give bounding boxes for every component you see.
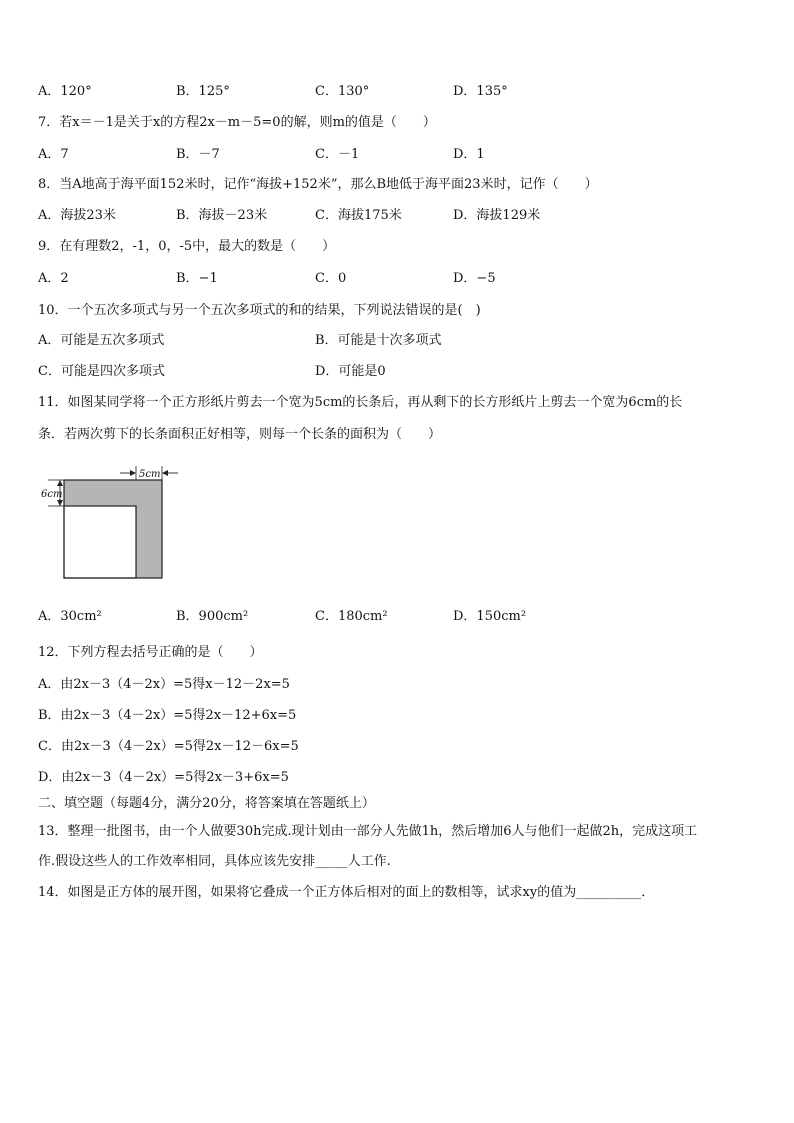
q8-option-b: B．海拔－23米 xyxy=(176,208,268,223)
q7-stem: 7．若x＝－1是关于x的方程2x－m－5=0的解，则m的值是（ ） xyxy=(38,115,436,130)
q9-option-d: D．−5 xyxy=(453,271,496,286)
q13-line2: 作.假设这些人的工作效率相同，具体应该先安排_____人工作. xyxy=(38,854,391,869)
q11-option-a: A．30cm² xyxy=(38,609,102,624)
q11-option-b: B．900cm² xyxy=(176,609,249,624)
q11-figure xyxy=(40,464,190,588)
q9-stem: 9．在有理数2，-1，0，-5中，最大的数是（ ） xyxy=(38,239,336,254)
q11-option-c: C．180cm² xyxy=(315,609,388,624)
q12-option-b: B．由2x－3（4－2x）=5得2x－12+6x=5 xyxy=(38,708,297,723)
q7-option-b: B．－7 xyxy=(176,147,220,162)
q7-option-d: D．1 xyxy=(453,147,485,162)
q12-option-d: D．由2x－3（4－2x）=5得2x－3+6x=5 xyxy=(38,770,289,785)
q12-option-c: C．由2x－3（4－2x）=5得2x－12－6x=5 xyxy=(38,739,299,754)
q11-option-d: D．150cm² xyxy=(453,609,527,624)
section-heading-fill-in: 二、填空题（每题4分，满分20分，将答案填在答题纸上） xyxy=(38,796,375,811)
q6-option-d: D．135° xyxy=(453,84,508,99)
q11-stem-line2: 条．若两次剪下的长条面积正好相等，则每一个长条的面积为（ ） xyxy=(38,427,442,442)
square-cut-diagram xyxy=(40,464,190,584)
q6-option-b: B．125° xyxy=(176,84,230,99)
dimension-label-left: 6cm xyxy=(41,489,63,500)
q6-option-c: C．130° xyxy=(315,84,370,99)
q14-stem: 14．如图是正方体的展开图，如果将它叠成一个正方体后相对的面上的数相等，试求xy的值为__________． xyxy=(38,885,655,900)
dimension-label-top: 5cm xyxy=(139,469,161,480)
q8-stem: 8．当A地高于海平面152米时，记作“海拔+152米”，那么B地低于海平面23米时，记作（ ） xyxy=(38,177,598,192)
q10-stem: 10．一个五次多项式与另一个五次多项式的和的结果，下列说法错误的是( ) xyxy=(38,303,481,318)
q9-option-c: C．0 xyxy=(315,271,347,286)
q12-option-a: A．由2x－3（4－2x）=5得x－12－2x=5 xyxy=(38,677,290,692)
q10-option-b: B．可能是十次多项式 xyxy=(315,333,442,348)
q6-option-a: A．120° xyxy=(38,84,92,99)
q7-option-c: C．－1 xyxy=(315,147,360,162)
q8-option-a: A．海拔23米 xyxy=(38,208,116,223)
q11-stem-line1: 11．如图某同学将一个正方形纸片剪去一个宽为5cm的长条后，再从剩下的长方形纸片上剪去一个宽为6cm的长 xyxy=(38,395,683,410)
q8-option-c: C．海拔175米 xyxy=(315,208,402,223)
q7-option-a: A．7 xyxy=(38,147,69,162)
q10-option-a: A．可能是五次多项式 xyxy=(38,333,165,348)
q8-option-d: D．海拔129米 xyxy=(453,208,541,223)
q9-option-a: A．2 xyxy=(38,271,69,286)
q10-option-d: D．可能是0 xyxy=(315,364,386,379)
q13-line1: 13．整理一批图书，由一个人做要30h完成.现计划由一部分人先做1h，然后增加6人与他们一起做2h，完成这项工 xyxy=(38,824,698,839)
q10-option-c: C．可能是四次多项式 xyxy=(38,364,165,379)
q9-option-b: B．−1 xyxy=(176,271,218,286)
q12-stem: 12．下列方程去括号正确的是（ ） xyxy=(38,645,263,660)
